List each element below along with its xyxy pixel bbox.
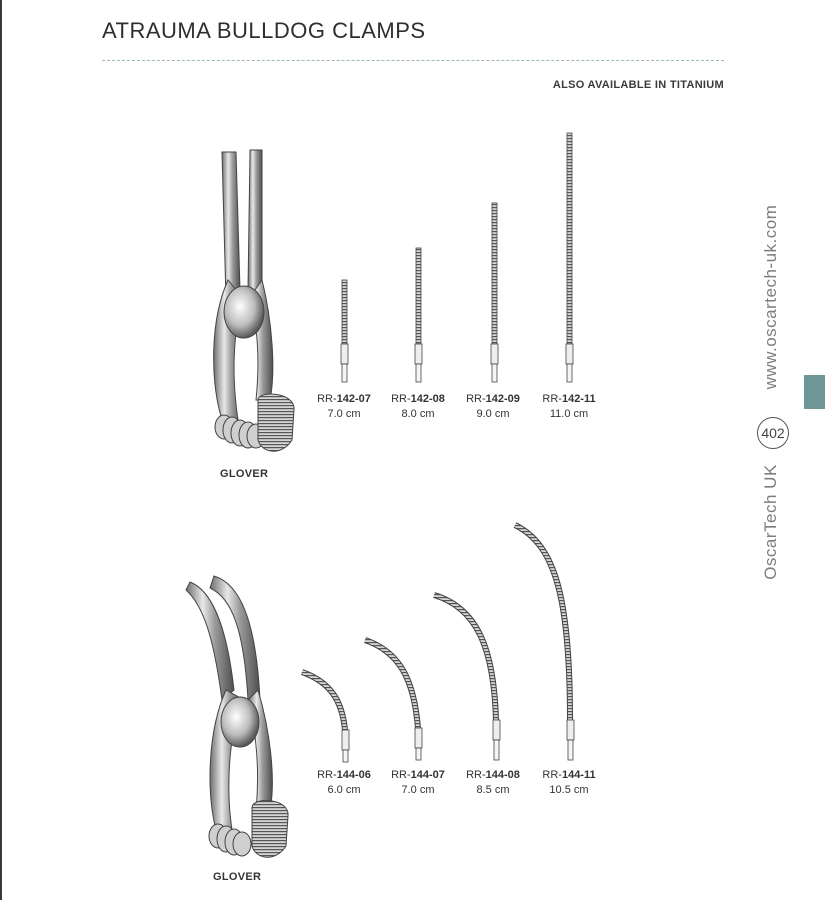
product-code-prefix: RR-	[391, 393, 411, 405]
product-size: 8.5 cm	[476, 784, 510, 796]
rod-144-07-image	[365, 640, 422, 760]
product-label	[383, 392, 453, 422]
product-code-prefix: RR-	[317, 769, 337, 781]
glover-clamp-straight-image	[214, 150, 294, 451]
product-code-number: 144-07	[410, 769, 445, 781]
product-label	[534, 768, 604, 798]
product-code-number: 144-11	[561, 769, 596, 781]
product-size: 11.0 cm	[549, 408, 589, 420]
product-code-number: 142-11	[561, 393, 596, 405]
product-code-number: 144-08	[485, 769, 520, 781]
section-1-caption: GLOVER	[220, 468, 269, 480]
product-size: 7.0 cm	[401, 784, 435, 796]
product-size: 7.0 cm	[327, 408, 361, 420]
product-code-number: 142-09	[485, 393, 520, 405]
product-size: 9.0 cm	[476, 408, 510, 420]
product-code-prefix: RR-	[542, 393, 562, 405]
rod-142-11-image	[566, 133, 573, 382]
rod-142-07-image	[341, 280, 348, 382]
product-code-prefix: RR-	[542, 769, 562, 781]
titanium-note: ALSO AVAILABLE IN TITANIUM	[552, 79, 724, 91]
product-label	[383, 768, 453, 798]
product-code-prefix: RR-	[317, 393, 337, 405]
rod-144-08-image	[434, 595, 500, 760]
rod-144-11-image	[515, 525, 574, 760]
page-title: ATRAUMA BULLDOG CLAMPS	[102, 18, 426, 43]
section-2-caption: GLOVER	[213, 871, 262, 883]
product-label	[309, 392, 379, 422]
product-label	[458, 768, 528, 798]
rod-142-08-image	[415, 248, 422, 382]
product-code-number: 142-07	[336, 393, 371, 405]
sidebar-brand: OscarTech UK	[761, 464, 780, 580]
product-size: 6.0 cm	[327, 784, 361, 796]
product-label	[458, 392, 528, 422]
product-code-prefix: RR-	[391, 769, 411, 781]
page-number-badge: 402	[757, 417, 789, 449]
product-label	[534, 392, 604, 422]
glover-clamp-curved-image	[186, 576, 288, 857]
product-label	[309, 768, 379, 798]
section-tab-marker	[804, 375, 825, 409]
product-size: 10.5 cm	[549, 784, 589, 796]
product-code-prefix: RR-	[466, 393, 486, 405]
sidebar-website[interactable]: www.oscartech-uk.com	[761, 204, 780, 390]
product-code-number: 142-08	[410, 393, 445, 405]
product-code-number: 144-06	[336, 769, 371, 781]
rod-144-06-image	[302, 672, 349, 762]
product-code-prefix: RR-	[466, 769, 486, 781]
product-size: 8.0 cm	[401, 408, 435, 420]
rod-142-09-image	[491, 203, 498, 382]
